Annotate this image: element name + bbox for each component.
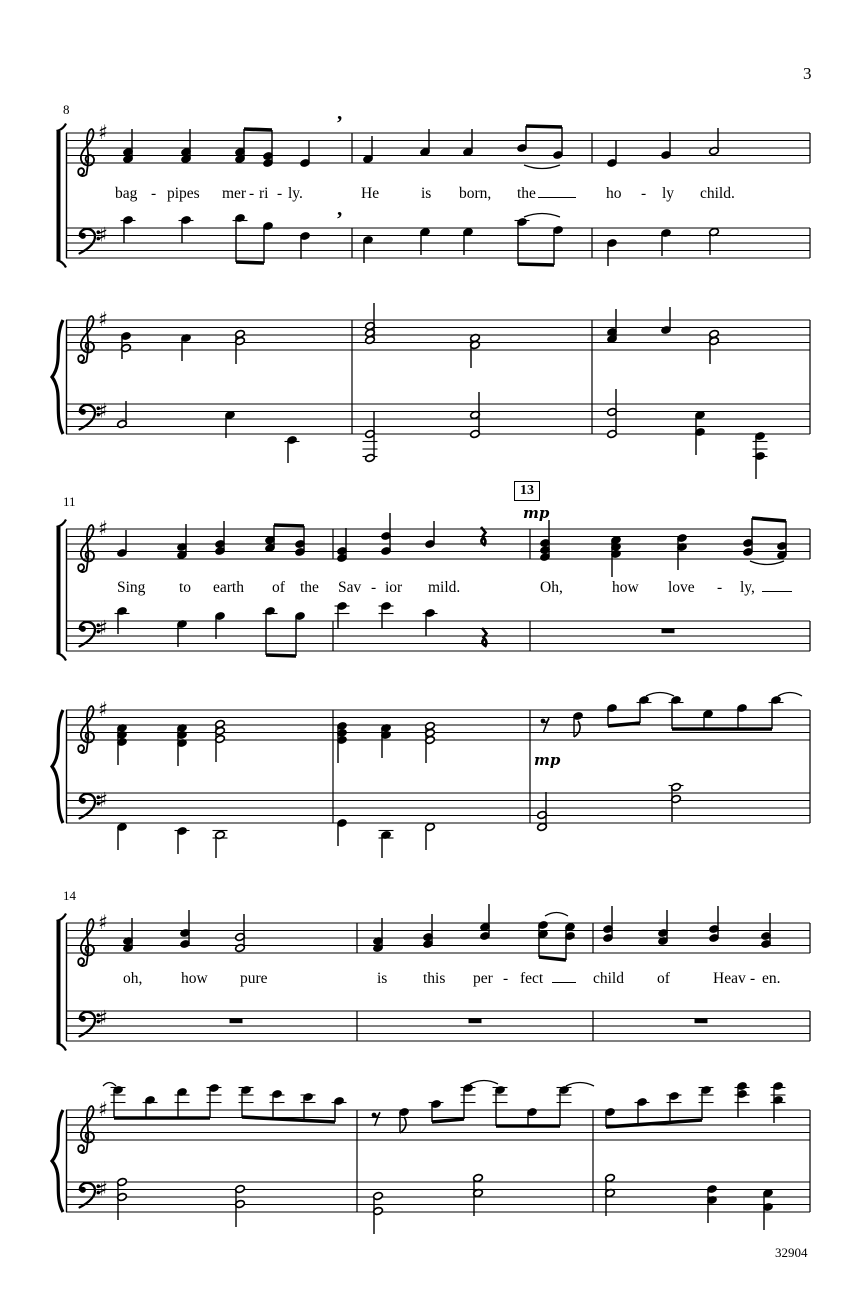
bass-clef-icon <box>80 622 101 647</box>
lyric-syllable: the <box>300 579 319 596</box>
key-signature-sharp: ♯ <box>98 516 108 540</box>
bass-clef-icon <box>80 794 101 819</box>
bass-clef-icon <box>80 229 101 254</box>
eighth-rest <box>372 1112 380 1126</box>
lyric-syllable: ri <box>259 185 269 202</box>
lyric-syllable: en. <box>762 970 781 987</box>
whole-rest <box>695 1019 708 1023</box>
system-3-choir-bass <box>66 1006 810 1042</box>
beam <box>244 129 272 130</box>
lyric-syllable: love <box>668 579 695 596</box>
lyric-syllable: earth <box>213 579 244 596</box>
system-1-piano-bass <box>66 389 810 479</box>
lyric-hyphen: - <box>717 579 723 596</box>
whole-rest <box>230 1019 243 1023</box>
lyric-syllable: oh, <box>123 970 143 987</box>
system-2 <box>52 513 810 858</box>
lyric-syllable: to <box>179 579 192 596</box>
key-signature-sharp: ♯ <box>98 697 108 721</box>
lyric-line-2 <box>0 579 858 597</box>
treble-clef-icon <box>78 706 94 753</box>
system-1 <box>52 111 810 479</box>
lyric-syllable: He <box>361 185 380 202</box>
lyric-syllable: Oh, <box>540 579 563 596</box>
key-signature-sharp: ♯ <box>98 1097 108 1121</box>
dynamic-marking: mp <box>534 751 561 769</box>
lyric-hyphen: - <box>249 185 255 202</box>
beam <box>236 262 264 263</box>
key-signature-sharp: ♯ <box>98 615 108 640</box>
lyric-hyphen: - <box>750 970 756 987</box>
lyric-syllable: mild. <box>428 579 461 596</box>
lyric-syllable: pipes <box>167 185 200 202</box>
tie <box>545 913 568 917</box>
lyric-syllable: ly <box>662 185 675 202</box>
beam <box>274 525 304 526</box>
key-signature-sharp: ♯ <box>98 1005 108 1030</box>
lyric-extender <box>538 185 576 198</box>
system-1-piano-treble <box>66 303 810 368</box>
lyric-syllable: the <box>517 185 536 202</box>
lyric-syllable: is <box>421 185 432 202</box>
key-signature-sharp: ♯ <box>98 222 108 247</box>
tie <box>524 214 560 218</box>
lyric-syllable: of <box>657 970 670 987</box>
piano-brace <box>52 1110 63 1212</box>
piano-brace <box>52 320 63 434</box>
lyric-syllable: per <box>473 970 493 987</box>
measure-number: 14 <box>63 888 76 903</box>
system-2-choir-treble <box>66 513 810 577</box>
lyric-syllable: mer <box>222 185 247 202</box>
system-3-piano-treble <box>66 1081 810 1154</box>
whole-rest <box>662 629 675 633</box>
system-2-piano-treble <box>66 693 810 767</box>
lyric-syllable: ly, <box>740 579 755 596</box>
beam <box>526 126 562 127</box>
whole-rest <box>469 1019 482 1023</box>
treble-clef-icon <box>78 129 94 176</box>
system-2-piano-bass <box>66 783 810 858</box>
treble-clef-icon <box>78 316 94 363</box>
lyric-syllable: pure <box>240 970 268 987</box>
system-2-choir-bass <box>66 602 810 656</box>
system-3-piano-bass <box>66 1174 810 1234</box>
tie <box>103 1083 116 1087</box>
beam <box>752 518 786 521</box>
bass-clef-icon <box>80 405 101 430</box>
dynamic-marking: mp <box>523 504 550 522</box>
lyric-hyphen: - <box>277 185 283 202</box>
bass-clef-icon <box>80 1183 101 1208</box>
treble-clef-icon <box>78 1106 94 1153</box>
lyric-line-1 <box>0 185 858 203</box>
lyric-syllable: Sav <box>338 579 362 596</box>
system-3-choir-treble <box>66 904 810 966</box>
beam <box>606 1120 702 1127</box>
tie <box>566 1083 594 1087</box>
piano-brace <box>52 710 63 823</box>
key-signature-sharp: ♯ <box>98 307 108 331</box>
tie <box>750 561 784 565</box>
tie <box>778 693 802 697</box>
lyric-syllable: child. <box>700 185 735 202</box>
lyric-syllable: how <box>612 579 639 596</box>
beam <box>539 957 566 960</box>
key-signature-sharp: ♯ <box>98 910 108 934</box>
tie <box>470 1081 498 1085</box>
lyric-syllable: Heav <box>713 970 746 987</box>
lyric-syllable: ho <box>606 185 622 202</box>
lyric-extender <box>552 970 576 983</box>
tie <box>646 693 674 697</box>
system-1-choir-bass <box>66 207 810 266</box>
measure-number: 11 <box>63 494 76 509</box>
breath-mark: ’ <box>336 111 343 135</box>
beam <box>432 1119 464 1122</box>
key-signature-sharp: ♯ <box>98 120 108 144</box>
lyric-syllable: ly. <box>288 185 303 202</box>
lyric-syllable: born, <box>459 185 492 202</box>
lyric-hyphen: - <box>151 185 157 202</box>
tie <box>524 165 560 169</box>
system-1-choir-treble <box>66 111 810 176</box>
eighth-flag <box>574 721 580 737</box>
key-signature-sharp: ♯ <box>98 787 108 812</box>
key-signature-sharp: ♯ <box>98 1176 108 1201</box>
lyric-syllable: child <box>593 970 624 987</box>
lyric-syllable: fect <box>520 970 544 987</box>
key-signature-sharp: ♯ <box>98 398 108 423</box>
measure-number: 8 <box>63 102 70 117</box>
lyric-syllable: this <box>423 970 446 987</box>
page-number: 3 <box>803 64 812 83</box>
beam <box>266 655 296 656</box>
treble-clef-icon <box>78 525 94 572</box>
lyric-syllable: ior <box>385 579 403 596</box>
lyric-hyphen: - <box>503 970 509 987</box>
beam <box>608 723 640 726</box>
lyric-syllable: how <box>181 970 208 987</box>
lyric-hyphen: - <box>641 185 647 202</box>
lyric-extender <box>762 579 792 592</box>
lyric-syllable: bag <box>115 185 138 202</box>
lyric-line-3 <box>0 970 858 988</box>
breath-mark: ’ <box>336 207 343 231</box>
lyric-syllable: is <box>377 970 388 987</box>
lyric-hyphen: - <box>371 579 377 596</box>
bass-clef-icon <box>80 1012 101 1037</box>
lyric-syllable: of <box>272 579 285 596</box>
beam <box>518 264 554 265</box>
plate-number: 32904 <box>775 1245 808 1260</box>
lyric-syllable: Sing <box>117 579 146 596</box>
system-3 <box>52 904 810 1234</box>
rehearsal-mark: 13 <box>514 481 540 501</box>
treble-clef-icon <box>78 919 94 966</box>
